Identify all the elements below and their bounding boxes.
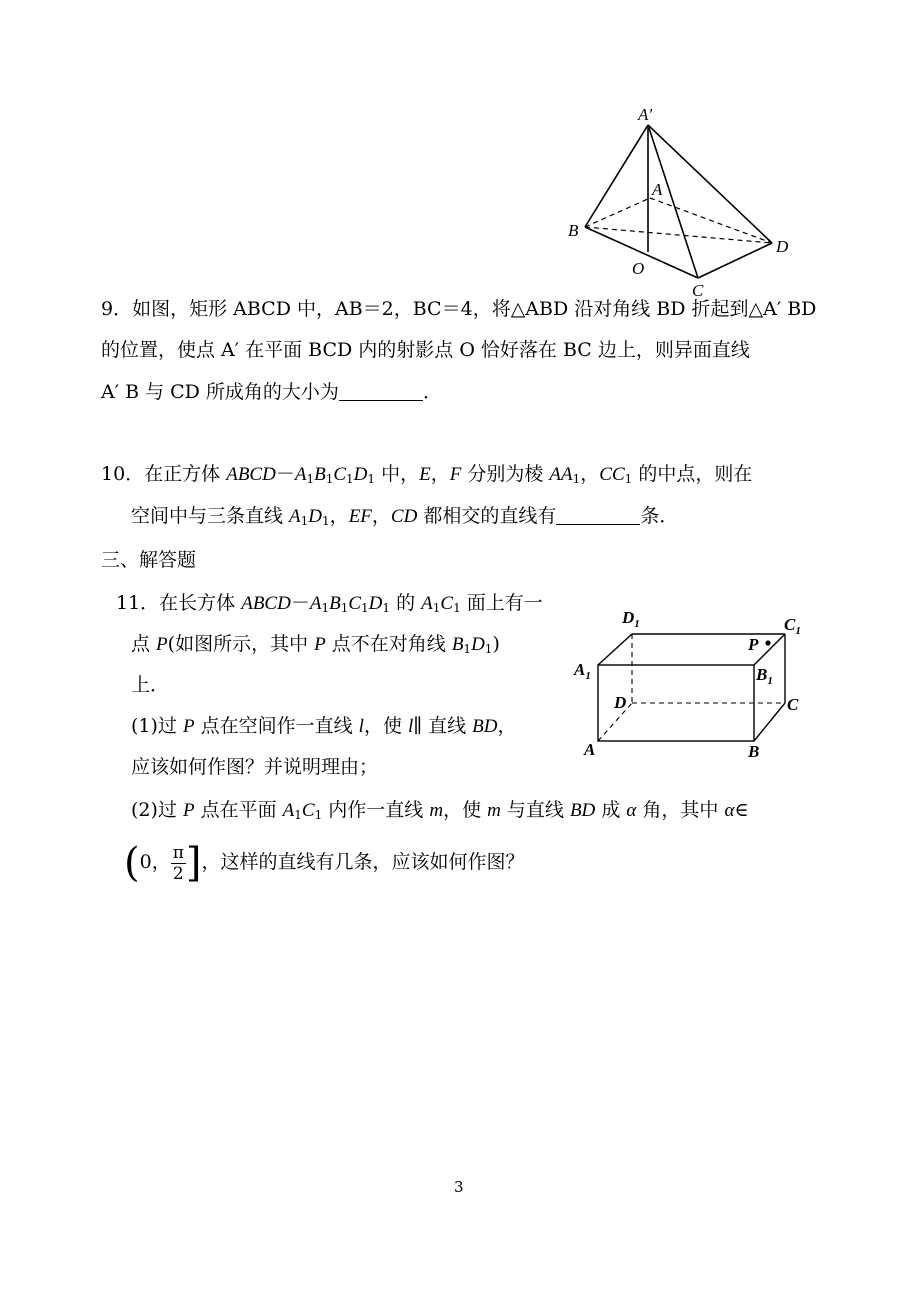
label-a1: $A_1$ (574, 660, 591, 682)
q11-part1-line-1: (1)过 P 点在空间作一直线 l，使 l∥ 直线 BD， (131, 715, 517, 737)
q10-line-2: 空间中与三条直线 $A_1D_1$，EF，CD 都相交的直线有 条． (131, 505, 679, 528)
answer-blank[interactable] (339, 382, 423, 401)
label-b: B (568, 221, 579, 240)
label-c1: $C_1$ (784, 615, 801, 637)
pi-over-two: $\frac{\pi}{2}$ (172, 842, 184, 884)
q11-cuboid-figure (570, 600, 810, 770)
q11-line-2: 点 P(如图所示，其中 P 点不在对角线 $B_1D_1$) (131, 633, 500, 656)
point-p (765, 640, 770, 645)
edge-ap-b (585, 125, 648, 227)
edge-b-c (754, 703, 785, 741)
label-b1: $B_1$ (756, 665, 773, 687)
page-number: 3 (454, 1178, 464, 1196)
q10-line-1: 10．在正方体 $ABCD-A_1B_1C_1D_1$ 中，E，F 分别为棱 $AA_1$，$CC_1$ 的中点，则在 (101, 463, 753, 486)
edge-a1-d1 (598, 634, 632, 665)
label-d1: $D_1$ (622, 608, 640, 630)
q9-line-1: 9．如图，矩形 ABCD 中，AB＝2，BC＝4，将△ABD 沿对角线 BD 折起到△A′ BD (101, 298, 817, 320)
label-d: D (776, 237, 789, 256)
label-p: P (748, 635, 759, 654)
label-d: D (614, 693, 627, 712)
q11-part2-line-1: (2)过 P 点在平面 $A_1C_1$ 内作一直线 m，使 m 与直线 BD 成 α 角，其中 α∈ (131, 799, 749, 822)
label-c: C (692, 281, 704, 300)
q11-part1-line-2: 应该如何作图？并说明理由； (131, 756, 379, 778)
label-a: A (652, 180, 663, 199)
q11-part2-line-2: (0， $\frac{\pi}{2}$ ]，这样的直线有几条，应该如何作图？ (124, 840, 525, 886)
q11-line-3: 上． (131, 674, 170, 696)
label-c: C (787, 695, 799, 714)
q9-line-3 (101, 380, 442, 404)
label-b: B (748, 742, 760, 761)
label-a-prime: A′ (638, 105, 653, 124)
edge-c-d (698, 243, 772, 278)
edge-b1-c1 (754, 634, 785, 665)
q9-pyramid-figure (560, 100, 800, 300)
label-o: O (632, 259, 645, 278)
edge-b-d (585, 227, 772, 243)
edge-a-d (650, 198, 772, 243)
q9-line-2: 的位置，使点 A′ 在平面 BCD 内的射影点 O 恰好落在 BC 边上，则异面直线 (101, 339, 750, 361)
q9-line-3-text: A′ B 与 CD 所成角的大小为 (101, 381, 339, 403)
q9-line-3-end: ． (422, 381, 442, 403)
label-a: A (584, 740, 596, 759)
answer-blank[interactable] (556, 506, 640, 525)
q11-line-1: 11．在长方体 $ABCD-A_1B_1C_1D_1$ 的 $A_1C_1$ 面上有一 (116, 592, 543, 615)
section-title: 三、解答题 (101, 549, 197, 571)
